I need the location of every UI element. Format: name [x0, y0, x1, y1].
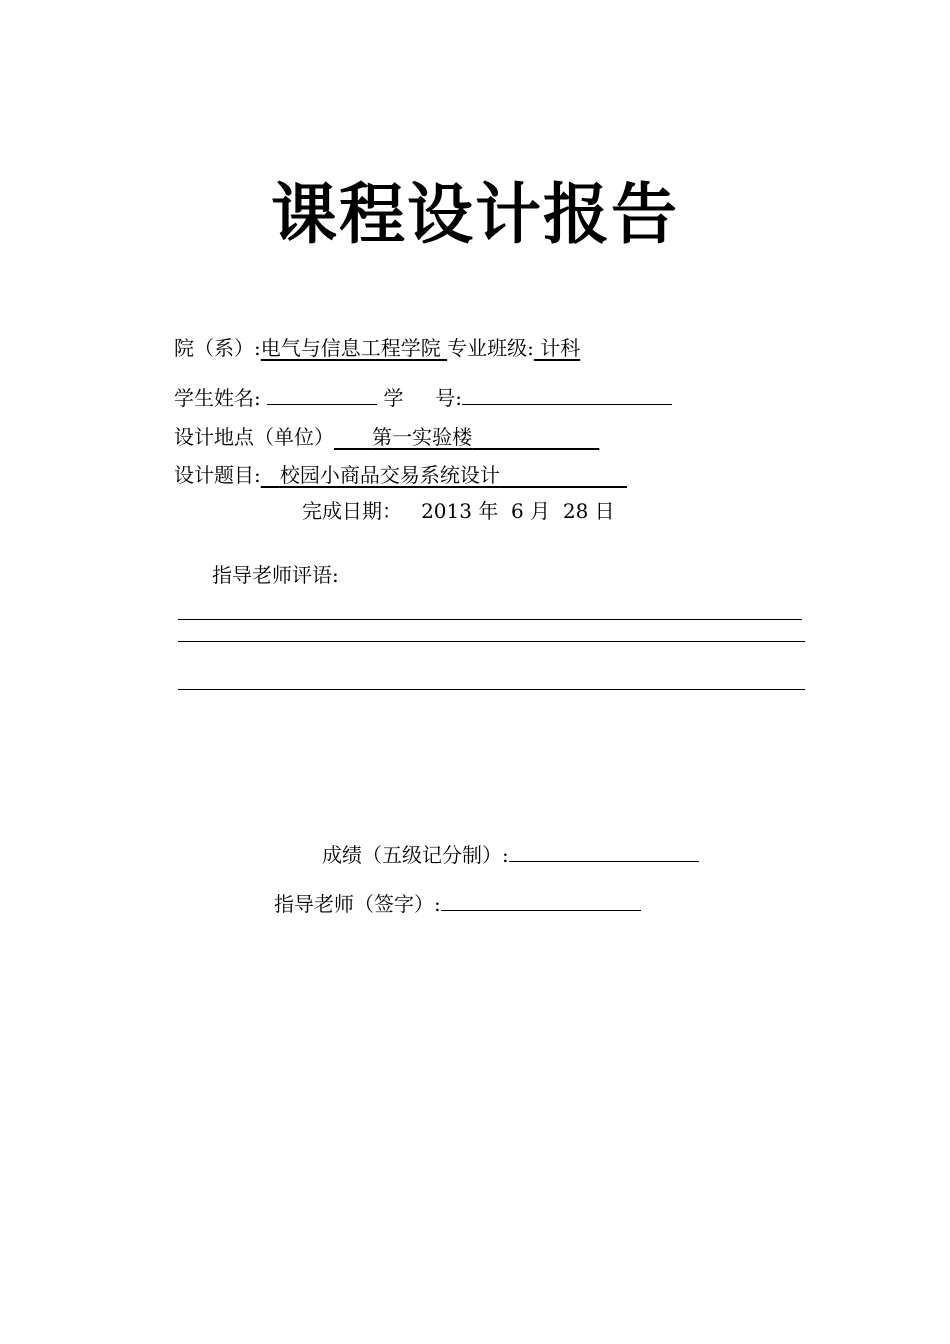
student-name-blank [267, 384, 377, 405]
signature-row [274, 890, 641, 918]
student-name-label: 学生姓名: [174, 386, 261, 410]
report-title: 课程设计报告 [271, 176, 679, 253]
department-value: 电气与信息工程学院 [260, 336, 448, 360]
signature-label: 指导老师（签字）: [274, 892, 441, 916]
date-label: 完成日期： [302, 499, 402, 523]
topic-value: 校园小商品交易系统设计 [279, 463, 500, 487]
grade-label: 成绩（五级记分制）: [322, 843, 509, 867]
signature-blank [441, 890, 641, 911]
major-value: 计科 [533, 336, 581, 360]
comments-label: 指导老师评语: [212, 563, 339, 587]
location-value: 第一实验楼 [372, 425, 473, 449]
topic-row [174, 461, 627, 489]
grade-blank [509, 841, 699, 862]
comment-line-1 [178, 619, 802, 620]
date-value: 2013 年 6 月 28 日 [421, 499, 615, 523]
location-label: 设计地点（单位） [174, 425, 334, 449]
student-row [174, 384, 672, 412]
location-row [174, 423, 599, 451]
student-id-blank [462, 384, 672, 405]
department-label: 院（系）: [174, 336, 261, 360]
comment-line-3 [178, 689, 805, 690]
topic-label: 设计题目: [174, 463, 261, 487]
major-label: 专业班级: [447, 336, 534, 360]
date-row [302, 497, 615, 525]
location-value-wrap [334, 425, 599, 449]
grade-row [322, 841, 699, 869]
topic-value-wrap [261, 463, 627, 487]
comment-line-2 [178, 641, 805, 642]
student-id-label: 学 号: [383, 386, 462, 410]
department-row [174, 334, 580, 362]
